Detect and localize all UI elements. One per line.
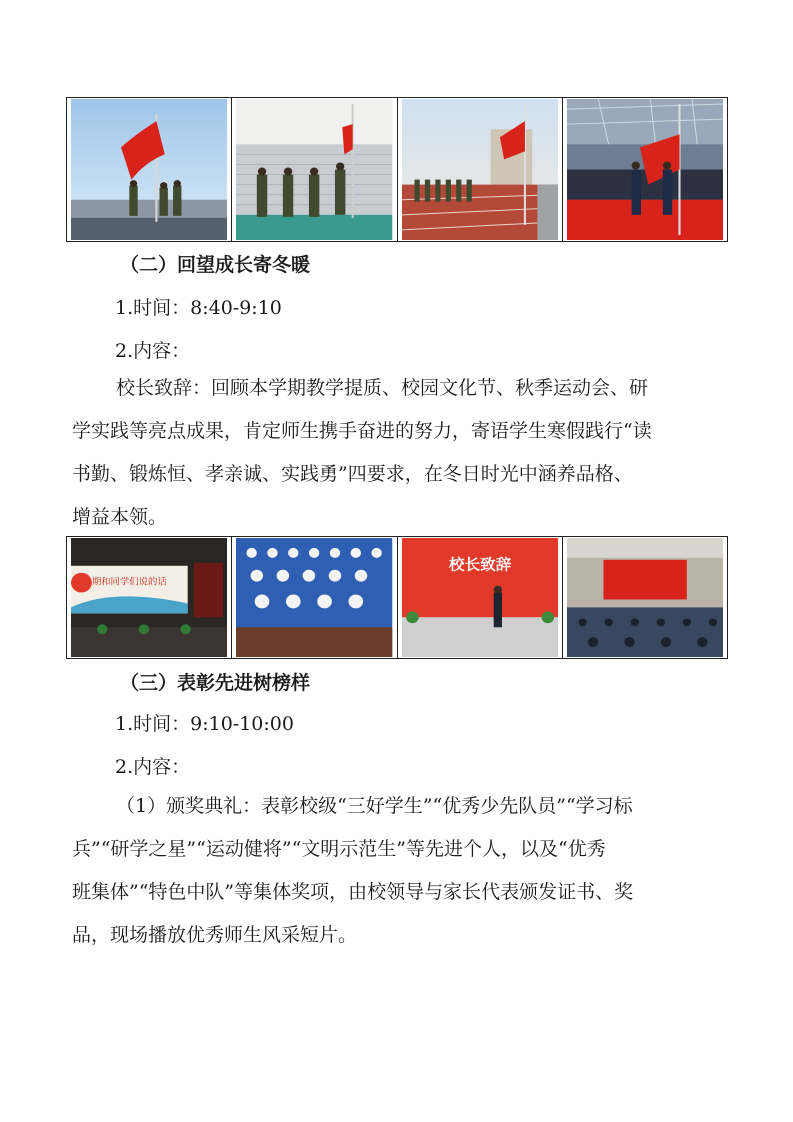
paragraph-line: 学实践等亮点成果，肯定师生携手奋进的努力，寄语学生寒假践行“读 — [72, 420, 652, 442]
student-audience-photo — [236, 538, 392, 657]
photo-cell — [232, 98, 397, 241]
stage-banner-photo — [71, 538, 227, 657]
paragraph-line: 品，现场播放优秀师生风采短片。 — [72, 924, 358, 946]
photo-row-flag-ceremony — [66, 97, 728, 242]
section-heading: （二）回望成长寄冬暖 — [120, 254, 311, 276]
flag-guard-salute-photo — [236, 99, 392, 240]
indoor-flag-ceremony-photo — [567, 99, 723, 240]
principal-speech-photo — [402, 538, 558, 657]
time-line: 1.时间：9:10-10:00 — [115, 713, 294, 735]
paragraph-line: （1）颁奖典礼：表彰校级“三好学生”“优秀少先队员”“学习标 — [116, 795, 633, 817]
flag-guard-march-photo — [402, 99, 558, 240]
banner-text: 期和同学们说的话 — [91, 577, 167, 588]
paragraph-line: 班集体”“特色中队”等集体奖项，由校领导与家长代表颁发证书、奖 — [72, 881, 634, 903]
auditorium-photo — [567, 538, 723, 657]
banner-text: 校长致辞 — [448, 556, 511, 574]
flag-raising-photo — [71, 99, 227, 240]
paragraph-line: 校长致辞：回顾本学期教学提质、校园文化节、秋季运动会、研 — [116, 377, 649, 399]
time-line: 1.时间：8:40-9:10 — [115, 297, 282, 319]
section-heading: （三）表彰先进树榜样 — [120, 672, 311, 694]
paragraph — [72, 785, 722, 957]
paragraph-line: 书勤、锻炼恒、孝亲诚、实践勇”四要求，在冬日时光中涵养品格、 — [72, 463, 633, 485]
photo-cell — [67, 537, 232, 658]
photo-cell — [398, 537, 563, 658]
content-label: 2.内容： — [115, 340, 191, 362]
paragraph-line: 兵”“研学之星”“运动健将”“文明示范生”等先进个人，以及“优秀 — [72, 838, 606, 860]
photo-cell — [398, 98, 563, 241]
photo-cell — [232, 537, 397, 658]
paragraph-line: 增益本领。 — [72, 506, 168, 528]
content-label: 2.内容： — [115, 756, 191, 778]
photo-row-speech — [66, 536, 728, 659]
photo-cell — [563, 98, 727, 241]
photo-cell — [563, 537, 727, 658]
paragraph — [72, 367, 722, 539]
photo-cell — [67, 98, 232, 241]
